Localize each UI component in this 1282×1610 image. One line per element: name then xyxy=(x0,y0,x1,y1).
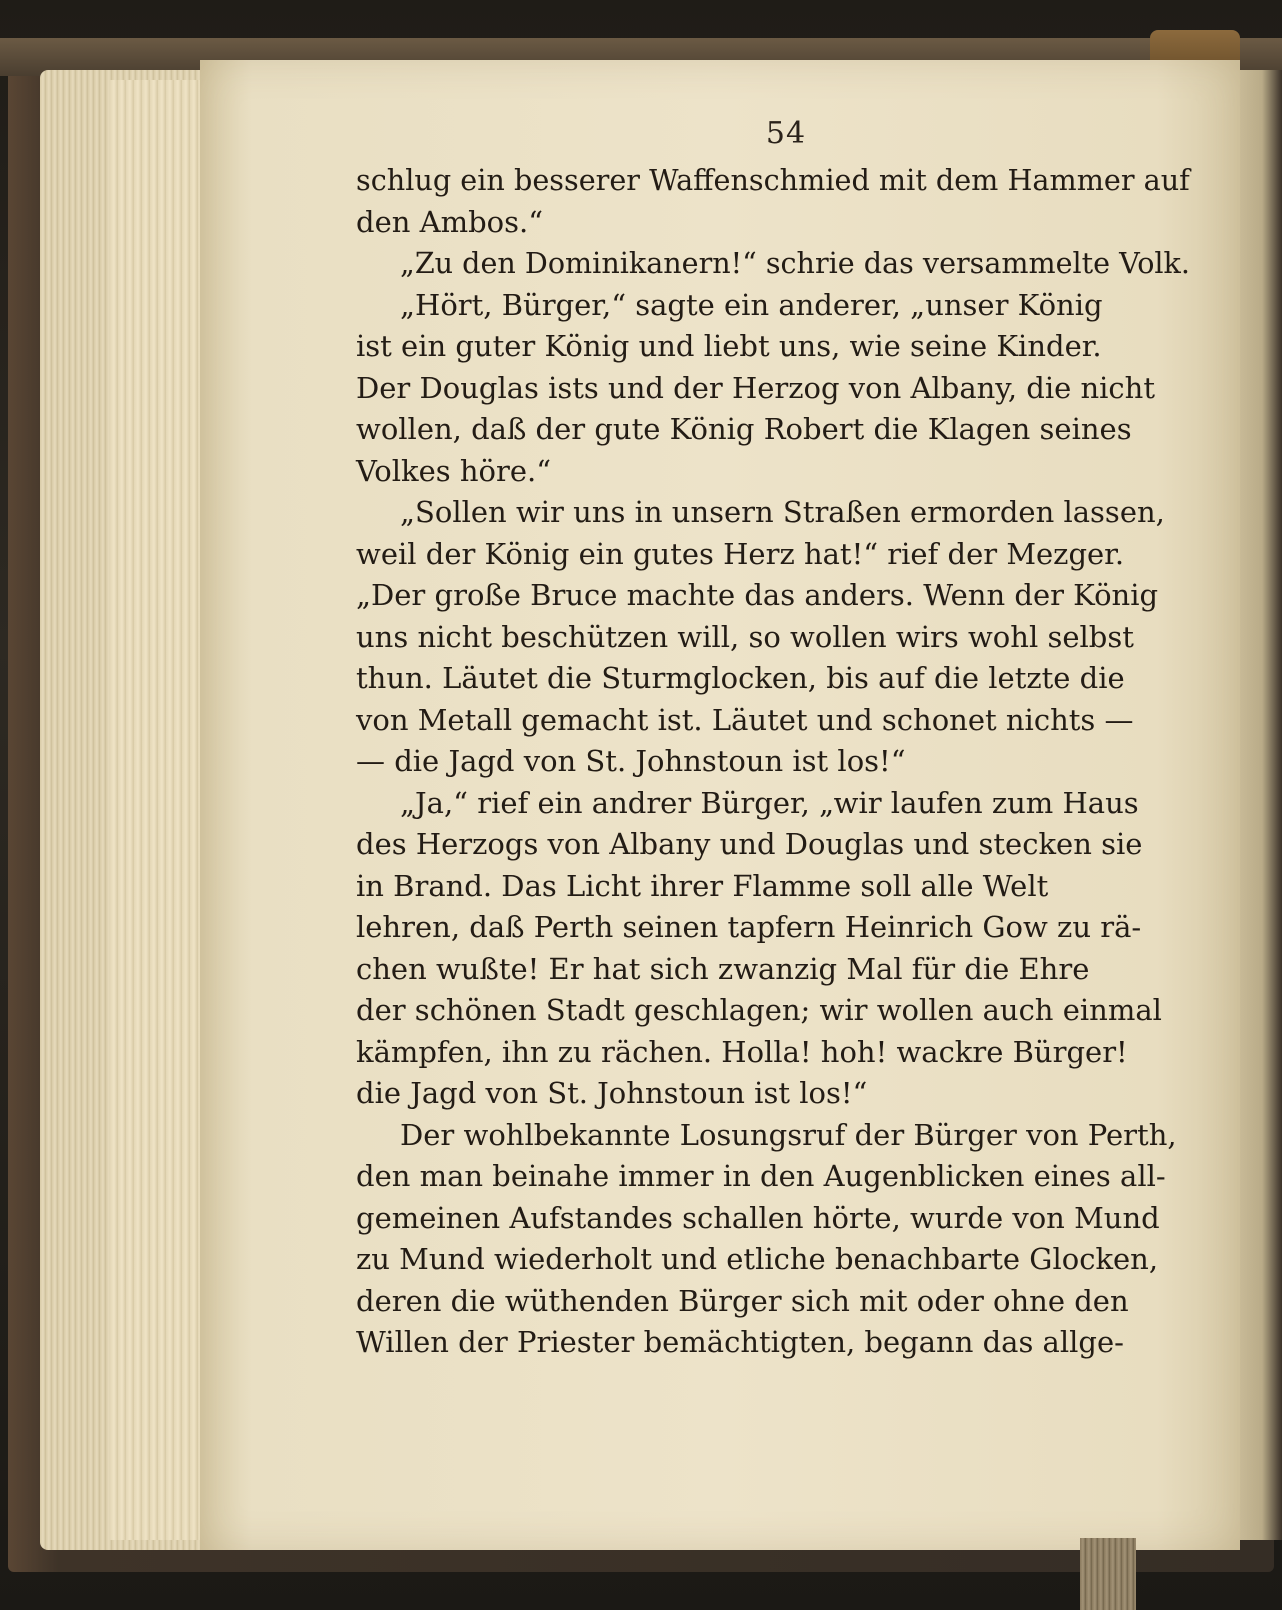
text-line: Der wohlbekannte Losungsruf der Bürger von Perth, xyxy=(400,1117,1177,1152)
text-line: die Jagd von St. Johnstoun ist los!“ xyxy=(356,1076,868,1110)
text-line: Willen der Priester bemächtigten, begann das allge- xyxy=(356,1325,1124,1359)
text-line: von Metall gemacht ist. Läutet und schonet nichts — xyxy=(356,702,1134,737)
text-line: lehren, daß Perth seinen tapfern Heinrich Gow zu rä- xyxy=(356,910,1142,944)
text-line: — die Jagd von St. Johnstoun ist los!“ xyxy=(356,744,906,778)
text-line: „Hört, Bürger,“ sagte ein anderer, „unser König xyxy=(400,287,1103,322)
text-line: „Zu den Dominikanern!“ schrie das versammelte Volk. xyxy=(400,246,1190,280)
text-line: des Herzogs von Albany und Douglas und stecken sie xyxy=(356,827,1143,861)
text-line: der schönen Stadt geschlagen; wir wollen auch einmal xyxy=(356,993,1162,1027)
page-text xyxy=(356,160,1190,1364)
text-line: in Brand. Das Licht ihrer Flamme soll alle Welt xyxy=(356,868,1049,903)
text-line: chen wußte! Er hat sich zwanzig Mal für die Ehre xyxy=(356,951,1090,986)
text-line: „Der große Bruce machte das anders. Wenn der König xyxy=(356,578,1159,612)
text-line: thun. Läutet die Sturmglocken, bis auf die letzte die xyxy=(356,661,1125,695)
text-line: uns nicht beschützen will, so wollen wirs wohl selbst xyxy=(356,619,1134,654)
text-line: den Ambos.“ xyxy=(356,204,544,239)
text-line: deren die wüthenden Bürger sich mit oder ohne den xyxy=(356,1283,1129,1318)
text-line: zu Mund wiederholt und etliche benachbarte Glocken, xyxy=(356,1242,1159,1276)
text-line: wollen, daß der gute König Robert die Klagen seines xyxy=(356,412,1132,446)
text-line: Der Douglas ists und der Herzog von Albany, die nicht xyxy=(356,370,1156,405)
text-line: „Ja,“ rief ein andrer Bürger, „wir laufen zum Haus xyxy=(400,785,1139,820)
text-line: „Sollen wir uns in unsern Straßen ermorden lassen, xyxy=(400,495,1165,529)
text-line: den man beinahe immer in den Augenblicken eines all- xyxy=(356,1159,1166,1193)
text-line: weil der König ein gutes Herz hat!“ rief der Mezger. xyxy=(356,536,1125,571)
bookmark-ribbon xyxy=(1080,1538,1136,1610)
text-line: Volkes höre.“ xyxy=(356,453,552,488)
text-line: kämpfen, ihn zu rächen. Holla! hoh! wackre Bürger! xyxy=(356,1034,1128,1069)
text-line: gemeinen Aufstandes schallen hörte, wurde von Mund xyxy=(356,1200,1160,1235)
text-line: ist ein guter König und liebt uns, wie seine Kinder. xyxy=(356,329,1102,363)
text-line: schlug ein besserer Waffenschmied mit dem Hammer auf xyxy=(356,163,1190,197)
page-number: 54 xyxy=(765,116,807,151)
